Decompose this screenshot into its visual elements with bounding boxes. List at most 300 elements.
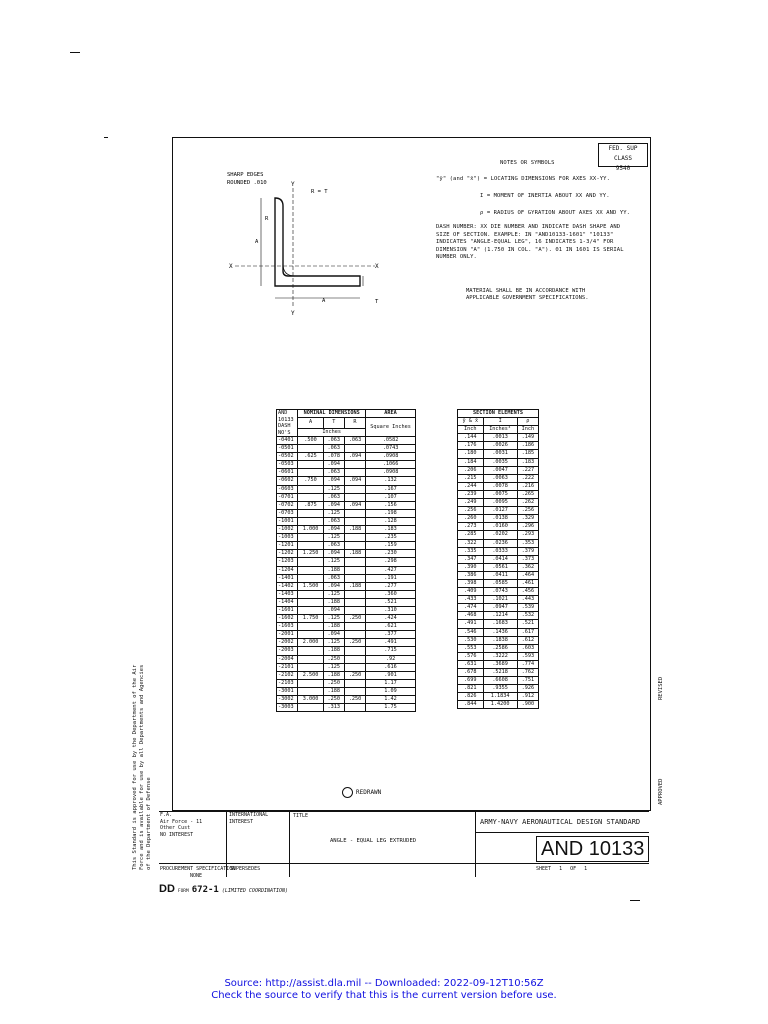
table-cell: .699	[458, 677, 484, 685]
table-row	[458, 677, 539, 685]
table-row	[458, 604, 539, 612]
table-cell: .468	[458, 612, 484, 620]
table-cell: .063	[323, 542, 344, 550]
table-cell: -0703	[277, 509, 298, 517]
table-cell: .377	[366, 631, 416, 639]
table-cell: -1202	[277, 550, 298, 558]
table-cell: .0160	[483, 523, 517, 531]
table-cell: .094	[344, 453, 365, 461]
table-cell: -3003	[277, 704, 298, 712]
table-cell	[298, 704, 323, 712]
table-cell: -2101	[277, 663, 298, 671]
table-cell	[298, 485, 323, 493]
table-cell	[298, 566, 323, 574]
table-cell: .250	[323, 696, 344, 704]
header-rho: ρ	[517, 418, 538, 426]
header-xy: ȳ & x̄	[458, 418, 484, 426]
table-row	[277, 453, 416, 461]
table-cell: .1214	[483, 612, 517, 620]
table-cell: .094	[323, 582, 344, 590]
table-cell: .474	[458, 604, 484, 612]
table-cell	[298, 590, 323, 598]
table-cell: -1403	[277, 590, 298, 598]
redrawn-label: REDRAWN	[356, 789, 382, 796]
table-cell	[298, 469, 323, 477]
table-row	[458, 547, 539, 555]
table-cell: .188	[323, 598, 344, 606]
org-name: ARMY-NAVY AERONAUTICAL DESIGN STANDARD	[480, 818, 641, 826]
table-row	[277, 639, 416, 647]
table-cell	[344, 631, 365, 639]
table-cell: 2.500	[298, 671, 323, 679]
table-cell: .362	[517, 563, 538, 571]
table-cell: .1021	[483, 596, 517, 604]
table-cell: .0908	[366, 453, 416, 461]
table-cell	[298, 534, 323, 542]
table-cell	[298, 655, 323, 663]
table-cell: .821	[458, 685, 484, 693]
table-cell	[298, 679, 323, 687]
material-note: MATERIAL SHALL BE IN ACCORDANCE WITH APPLICABLE GOVERNMENT SPECIFICATIONS.	[466, 288, 589, 301]
table-row	[277, 493, 416, 501]
table-cell	[344, 655, 365, 663]
table-cell	[298, 574, 323, 582]
table-row	[277, 558, 416, 566]
table-cell: .313	[323, 704, 344, 712]
table-cell: .216	[517, 482, 538, 490]
table-row	[277, 542, 416, 550]
table-cell: .0414	[483, 555, 517, 563]
table1-body	[277, 437, 416, 712]
r-equals-t-label: R = T	[311, 189, 328, 195]
table-cell: -1203	[277, 558, 298, 566]
table-cell	[298, 687, 323, 695]
table-cell: .532	[517, 612, 538, 620]
table-cell: .0035	[483, 458, 517, 466]
table-cell: .094	[323, 631, 344, 639]
table-cell: -2003	[277, 647, 298, 655]
source-line: Source: http://assist.dla.mil -- Downloaded: 2022-09-12T10:56Z	[224, 978, 544, 989]
table-cell: -1201	[277, 542, 298, 550]
table-cell: .094	[323, 550, 344, 558]
table-row	[277, 566, 416, 574]
table-row	[458, 466, 539, 474]
table-cell: .373	[517, 555, 538, 563]
y-label-bottom: Y	[291, 310, 295, 317]
table-cell: .159	[366, 542, 416, 550]
table-cell: .063	[323, 469, 344, 477]
table-cell: .180	[458, 450, 484, 458]
table-row	[277, 647, 416, 655]
table-cell	[298, 493, 323, 501]
table-cell: .094	[323, 477, 344, 485]
table-cell: .521	[366, 598, 416, 606]
table-cell: -0401	[277, 437, 298, 445]
table-cell: .900	[517, 701, 538, 709]
table-row	[277, 606, 416, 614]
table-cell: .128	[366, 517, 416, 525]
table-cell: .360	[366, 590, 416, 598]
note-line-2: I = MOMENT OF INERTIA ABOUT XX AND YY.	[480, 193, 610, 199]
table-cell: .132	[366, 477, 416, 485]
table-cell	[298, 558, 323, 566]
table-row	[458, 474, 539, 482]
header-sq-inches: Square Inches	[366, 418, 416, 437]
table-cell: -2004	[277, 655, 298, 663]
table-cell	[344, 687, 365, 695]
table-cell: .1838	[483, 636, 517, 644]
table-cell	[344, 574, 365, 582]
table-cell	[298, 517, 323, 525]
table-cell: -0701	[277, 493, 298, 501]
table-row	[458, 579, 539, 587]
table-cell: .250	[344, 671, 365, 679]
table-row	[458, 612, 539, 620]
table-cell: .751	[517, 677, 538, 685]
verify-line: Check the source to verify that this is the current version before use.	[211, 990, 557, 1001]
table-cell: .094	[323, 526, 344, 534]
table-cell: .427	[366, 566, 416, 574]
table-row	[277, 509, 416, 517]
table-cell	[344, 485, 365, 493]
table-cell: .678	[458, 669, 484, 677]
table-cell: .386	[458, 571, 484, 579]
table-cell: .329	[517, 515, 538, 523]
table-cell	[298, 542, 323, 550]
table-cell: .774	[517, 660, 538, 668]
table-cell	[298, 461, 323, 469]
table-cell: .063	[323, 517, 344, 525]
fsc-box	[598, 143, 648, 172]
header-area: AREA	[366, 410, 416, 418]
table-cell: .379	[517, 547, 538, 555]
table-cell: .183	[366, 526, 416, 534]
table-row	[277, 704, 416, 712]
x-label-left: X	[229, 263, 233, 270]
table-cell: -1204	[277, 566, 298, 574]
table-cell: -0602	[277, 477, 298, 485]
table-row	[458, 482, 539, 490]
table-row	[458, 555, 539, 563]
table-cell	[344, 542, 365, 550]
title-block-left: F.A. Air Force - 11 Other Cust NO INTEREST	[160, 812, 203, 838]
table-cell	[344, 558, 365, 566]
table-row	[277, 477, 416, 485]
table-cell: .2586	[483, 644, 517, 652]
form-note: (LIMITED COORDINATION)	[221, 888, 289, 894]
header-inches: Inches	[298, 428, 366, 436]
table-cell: .3689	[483, 660, 517, 668]
table-cell: .844	[458, 701, 484, 709]
table-cell	[344, 704, 365, 712]
table-row	[277, 696, 416, 704]
x-label-right: X	[375, 263, 379, 270]
form-number: 672-1	[191, 885, 219, 895]
section-elements-table	[457, 409, 539, 709]
table-cell: .398	[458, 579, 484, 587]
table-row	[458, 515, 539, 523]
scan-mark	[70, 52, 80, 53]
side-approval-note: This Standard is approved for use by the Department of the Air Force and is available for use by all Departments and Agencies of the Department of Defense	[132, 664, 152, 870]
table-cell: .188	[344, 582, 365, 590]
table-cell: .094	[323, 606, 344, 614]
angle-section-drawing	[225, 168, 395, 318]
table-cell: -3001	[277, 687, 298, 695]
table-row	[277, 485, 416, 493]
table-cell: .094	[344, 477, 365, 485]
table-cell: -1002	[277, 526, 298, 534]
table-cell: .0743	[366, 445, 416, 453]
table-cell: .298	[366, 558, 416, 566]
table-row	[277, 679, 416, 687]
table-cell: .293	[517, 531, 538, 539]
side-approved: APPROVED	[658, 778, 664, 805]
table-cell: -1401	[277, 574, 298, 582]
table-cell: .250	[323, 655, 344, 663]
table-cell: .0078	[483, 482, 517, 490]
table-cell: .184	[458, 458, 484, 466]
table-cell	[344, 517, 365, 525]
note-line-3: ρ = RADIUS OF GYRATION ABOUT AXES XX AND YY.	[480, 210, 631, 216]
table-cell: -0501	[277, 445, 298, 453]
supersedes: SUPERSEDES	[230, 866, 261, 872]
dash-note: DASH NUMBER: XX DIE NUMBER AND INDICATE DASH SHAPE AND SIZE OF SECTION. EXAMPLE: IN "AND10133-1601" "10133" INDICATES "ANGLE-EQUAL LEG", 16 INDICATES 1-3/4" FOR DIMENSION "A" (1.750 IN COL. "A"). 01 IN 1601 IS SERIAL NUMBER ONLY.	[436, 224, 624, 260]
table-cell: -1003	[277, 534, 298, 542]
table-cell: -3002	[277, 696, 298, 704]
table-cell: .491	[366, 639, 416, 647]
table-cell	[344, 461, 365, 469]
table-cell	[344, 534, 365, 542]
table-cell: .125	[323, 558, 344, 566]
procurement: PROCUREMENT SPECIFICATION NONE	[160, 866, 236, 879]
table-cell: -0502	[277, 453, 298, 461]
table-row	[458, 499, 539, 507]
table-row	[458, 434, 539, 442]
table-cell: -0603	[277, 485, 298, 493]
table-row	[458, 660, 539, 668]
table-cell: .063	[323, 437, 344, 445]
table-row	[277, 501, 416, 509]
header-i: I	[483, 418, 517, 426]
table-cell: .285	[458, 531, 484, 539]
table-cell	[298, 445, 323, 453]
table-cell: -0601	[277, 469, 298, 477]
table-cell	[298, 647, 323, 655]
table-cell: .125	[323, 509, 344, 517]
table-cell: .250	[344, 696, 365, 704]
table-cell: 1.4200	[483, 701, 517, 709]
form-dd: DD	[159, 883, 175, 895]
table-cell: .0095	[483, 499, 517, 507]
table-row	[458, 458, 539, 466]
table-cell: -0702	[277, 501, 298, 509]
table-cell: .310	[366, 606, 416, 614]
table-cell: .5218	[483, 669, 517, 677]
table-cell	[344, 663, 365, 671]
table-cell: .0585	[483, 579, 517, 587]
table-row	[277, 582, 416, 590]
table-cell: .094	[344, 501, 365, 509]
table-cell: .296	[517, 523, 538, 531]
table-cell: .631	[458, 660, 484, 668]
table-cell: .0026	[483, 442, 517, 450]
table-cell	[344, 493, 365, 501]
table-row	[458, 628, 539, 636]
header-section: SECTION ELEMENTS	[458, 410, 539, 418]
nominal-dimensions-table	[276, 409, 416, 712]
table-cell: .0947	[483, 604, 517, 612]
table-cell: .612	[517, 636, 538, 644]
table-row	[277, 590, 416, 598]
table-cell: .222	[517, 474, 538, 482]
table-cell	[298, 631, 323, 639]
table-row	[458, 701, 539, 709]
table-cell: .0127	[483, 507, 517, 515]
table-cell: .230	[366, 550, 416, 558]
table-cell: .063	[323, 493, 344, 501]
table-cell	[298, 663, 323, 671]
table-cell: .063	[323, 574, 344, 582]
table-cell: .149	[517, 434, 538, 442]
table-cell: .188	[323, 671, 344, 679]
table-cell: 1.75	[366, 704, 416, 712]
table-row	[277, 655, 416, 663]
redrawn-mark	[342, 787, 381, 798]
table-cell: .215	[458, 474, 484, 482]
table-cell: -1404	[277, 598, 298, 606]
table-cell	[344, 509, 365, 517]
table-cell: .456	[517, 588, 538, 596]
table-cell: .244	[458, 482, 484, 490]
title-text: ANGLE - EQUAL LEG EXTRUDED	[330, 838, 417, 844]
table-cell: .625	[298, 453, 323, 461]
table-cell: .0333	[483, 547, 517, 555]
table-cell: .530	[458, 636, 484, 644]
table-cell: .0908	[366, 469, 416, 477]
table-cell: .0013	[483, 434, 517, 442]
header-r: R	[344, 418, 365, 429]
international-interest: INTERNATIONAL INTEREST	[229, 812, 269, 825]
fsc-value: 9540	[615, 165, 631, 172]
header-nominal: NOMINAL DIMENSIONS	[298, 410, 366, 418]
table-cell: 1.09	[366, 687, 416, 695]
table-cell: .750	[298, 477, 323, 485]
table-row	[458, 450, 539, 458]
table-cell: .186	[517, 442, 538, 450]
table-cell: 1.750	[298, 615, 323, 623]
table-cell	[298, 606, 323, 614]
dim-r-label: R	[265, 216, 269, 222]
table-row	[277, 534, 416, 542]
table-cell: .094	[323, 461, 344, 469]
table-row	[277, 663, 416, 671]
form-label: FORM	[177, 889, 189, 894]
table-cell: .063	[323, 445, 344, 453]
table2-body	[458, 434, 539, 709]
table-cell: .443	[517, 596, 538, 604]
table-cell: .0411	[483, 571, 517, 579]
table-cell: .125	[323, 639, 344, 647]
table-row	[277, 623, 416, 631]
table-row	[458, 693, 539, 701]
table-cell: .191	[366, 574, 416, 582]
table-cell: .617	[517, 628, 538, 636]
table-cell: .249	[458, 499, 484, 507]
header-inch: Inch	[458, 426, 484, 434]
notes-title: NOTES OR SYMBOLS	[500, 160, 555, 166]
table-row	[277, 671, 416, 679]
table-cell: .125	[323, 663, 344, 671]
table-cell	[344, 566, 365, 574]
table-cell: .0047	[483, 466, 517, 474]
table-cell	[344, 623, 365, 631]
table-cell: .227	[517, 466, 538, 474]
table-cell: .409	[458, 588, 484, 596]
table-cell: 1.250	[298, 550, 323, 558]
table-cell: .260	[458, 515, 484, 523]
table-row	[277, 461, 416, 469]
table-row	[458, 620, 539, 628]
table-cell: .156	[366, 501, 416, 509]
header-inch-2: Inch	[517, 426, 538, 434]
table-cell: .0202	[483, 531, 517, 539]
table-cell: .521	[517, 620, 538, 628]
dim-a-label-v: A	[255, 239, 259, 245]
table-cell: .715	[366, 647, 416, 655]
table-cell	[298, 509, 323, 517]
table-cell: .265	[517, 490, 538, 498]
table-cell: .125	[323, 534, 344, 542]
angle-profile	[275, 198, 360, 286]
table-cell: .262	[517, 499, 538, 507]
table-cell: .198	[366, 509, 416, 517]
table-cell: -2103	[277, 679, 298, 687]
header-t: T	[323, 418, 344, 429]
table-cell: .185	[517, 450, 538, 458]
table-cell: .0031	[483, 450, 517, 458]
table-cell: .539	[517, 604, 538, 612]
table-cell: .1683	[483, 620, 517, 628]
table-cell	[344, 445, 365, 453]
header-inches4: Inches⁴	[483, 426, 517, 434]
scan-mark	[630, 900, 640, 901]
table-cell: .826	[458, 693, 484, 701]
table-row	[458, 539, 539, 547]
header-and: AND 10133 DASH NO'S	[277, 410, 298, 437]
table-cell: 1.500	[298, 582, 323, 590]
header-a: A	[298, 418, 323, 429]
table-cell: .576	[458, 652, 484, 660]
table-cell: .3222	[483, 652, 517, 660]
table-cell	[298, 598, 323, 606]
table-cell: .1066	[366, 461, 416, 469]
table-row	[277, 687, 416, 695]
table-cell: .500	[298, 437, 323, 445]
table-cell: .273	[458, 523, 484, 531]
table-cell: -0503	[277, 461, 298, 469]
table-cell: .188	[323, 623, 344, 631]
table-cell: .094	[323, 501, 344, 509]
table-cell: .063	[344, 437, 365, 445]
table-cell: 2.000	[298, 639, 323, 647]
table-cell: 1.1834	[483, 693, 517, 701]
table-cell	[344, 647, 365, 655]
table-cell: .621	[366, 623, 416, 631]
table-row	[458, 644, 539, 652]
table-row	[458, 523, 539, 531]
table-cell: .616	[366, 663, 416, 671]
table-cell: .250	[344, 615, 365, 623]
